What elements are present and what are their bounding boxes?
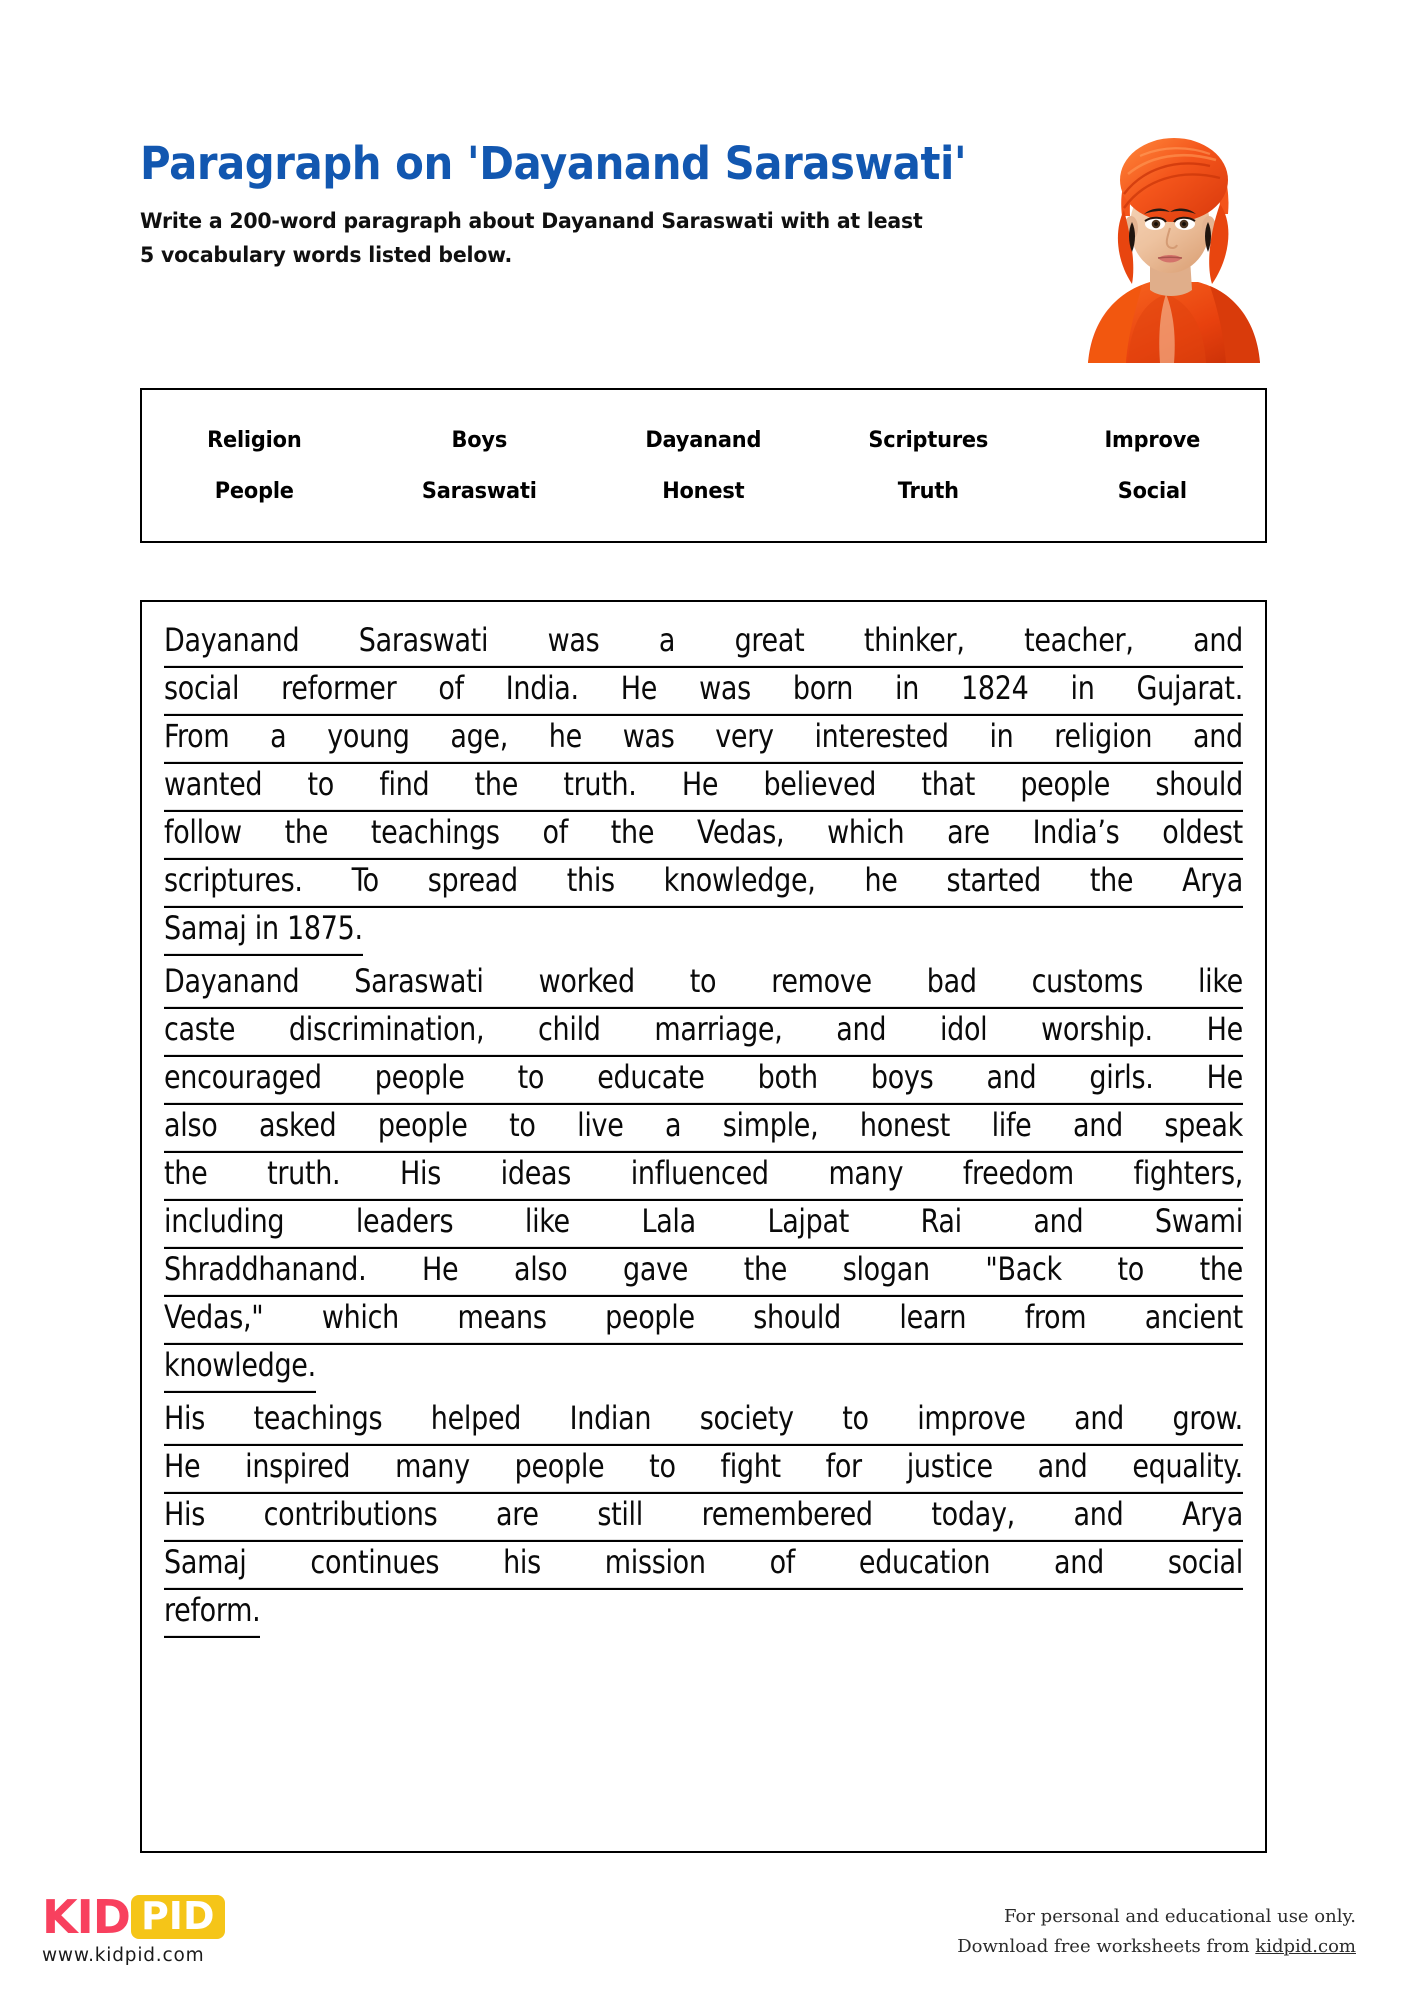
answer-line: Shraddhanand. He also gave the slogan "Back to the (164, 1246, 1243, 1297)
logo-kid-text: KID (42, 1890, 130, 1944)
answer-line: Dayanand Saraswati worked to remove bad customs like (164, 958, 1243, 1009)
worksheet-header (140, 137, 1090, 272)
answer-line: scriptures. To spread this knowledge, he started the Arya (164, 857, 1243, 908)
page-title: Paragraph on 'Dayanand Saraswati' (140, 137, 967, 190)
instruction-line-1: Write a 200-word paragraph about Dayanand Saraswati with at least (140, 209, 923, 235)
footer-note-line-1: For personal and educational use only. (1004, 1906, 1356, 1927)
answer-line: Samaj in 1875. (164, 905, 363, 956)
answer-line: He inspired many people to fight for justice and equality. (164, 1443, 1243, 1494)
vocabulary-word: Scriptures (868, 427, 988, 453)
answer-line: reform. (164, 1587, 260, 1638)
vocabulary-word-bank (140, 388, 1267, 543)
answer-paragraph (164, 620, 1243, 961)
instruction-line-2: 5 vocabulary words listed below. (140, 242, 513, 268)
logo-pid-text: PID (140, 1894, 215, 1938)
logo-pid-badge (131, 1895, 225, 1939)
vocabulary-row (142, 479, 1265, 504)
answer-line: encouraged people to educate both boys and girls. He (164, 1054, 1243, 1105)
answer-line: follow the teachings of the Vedas, which are India’s oldest (164, 809, 1243, 860)
vocabulary-word: Boys (451, 427, 507, 453)
answer-line: wanted to find the truth. He believed that people should (164, 761, 1243, 812)
answer-writing-area[interactable] (140, 600, 1267, 1853)
answer-paragraph (164, 1398, 1243, 1643)
answer-line: Vedas," which means people should learn from ancient (164, 1294, 1243, 1345)
answer-paragraph (164, 961, 1243, 1398)
footer-note-prefix: Download free worksheets from (957, 1935, 1256, 1957)
answer-line: including leaders like Lala Lajpat Rai and Swami (164, 1198, 1243, 1249)
answer-line: Samaj continues his mission of education and social (164, 1539, 1243, 1590)
vocabulary-word: Saraswati (421, 478, 537, 504)
vocabulary-word: Dayanand (645, 427, 762, 453)
vocabulary-word: Honest (662, 478, 745, 504)
logo-website-url: www.kidpid.com (42, 1945, 205, 1966)
logo-mark (42, 1890, 302, 1944)
answer-line: caste discrimination, child marriage, and idol worship. He (164, 1006, 1243, 1057)
vocabulary-word: Improve (1104, 427, 1201, 453)
answer-line: From a young age, he was very interested in religion and (164, 713, 1243, 764)
vocabulary-word: Religion (207, 427, 302, 453)
answer-line: Dayanand Saraswati was a great thinker, teacher, and (164, 617, 1243, 668)
footer-usage-note (957, 1902, 1356, 1961)
answer-line: also asked people to live a simple, honest life and speak (164, 1102, 1243, 1153)
answer-line: knowledge. (164, 1342, 316, 1393)
footer-note-line-2 (957, 1932, 1356, 1962)
answer-line: His contributions are still remembered today, and Arya (164, 1491, 1243, 1542)
kidpid-link[interactable]: kidpid.com (1255, 1935, 1356, 1957)
answer-line: His teachings helped Indian society to improve and grow. (164, 1395, 1243, 1446)
vocabulary-row (142, 428, 1265, 453)
kidpid-logo (42, 1890, 302, 1966)
answer-line: the truth. His ideas influenced many freedom fighters, (164, 1150, 1243, 1201)
vocabulary-word: People (214, 478, 294, 504)
vocabulary-word: Social (1118, 478, 1188, 504)
answer-line: social reformer of India. He was born in 1824 in Gujarat. (164, 665, 1243, 716)
dayanand-saraswati-portrait-icon (1070, 118, 1270, 363)
vocabulary-word: Truth (897, 478, 959, 504)
instructions (140, 205, 1043, 272)
